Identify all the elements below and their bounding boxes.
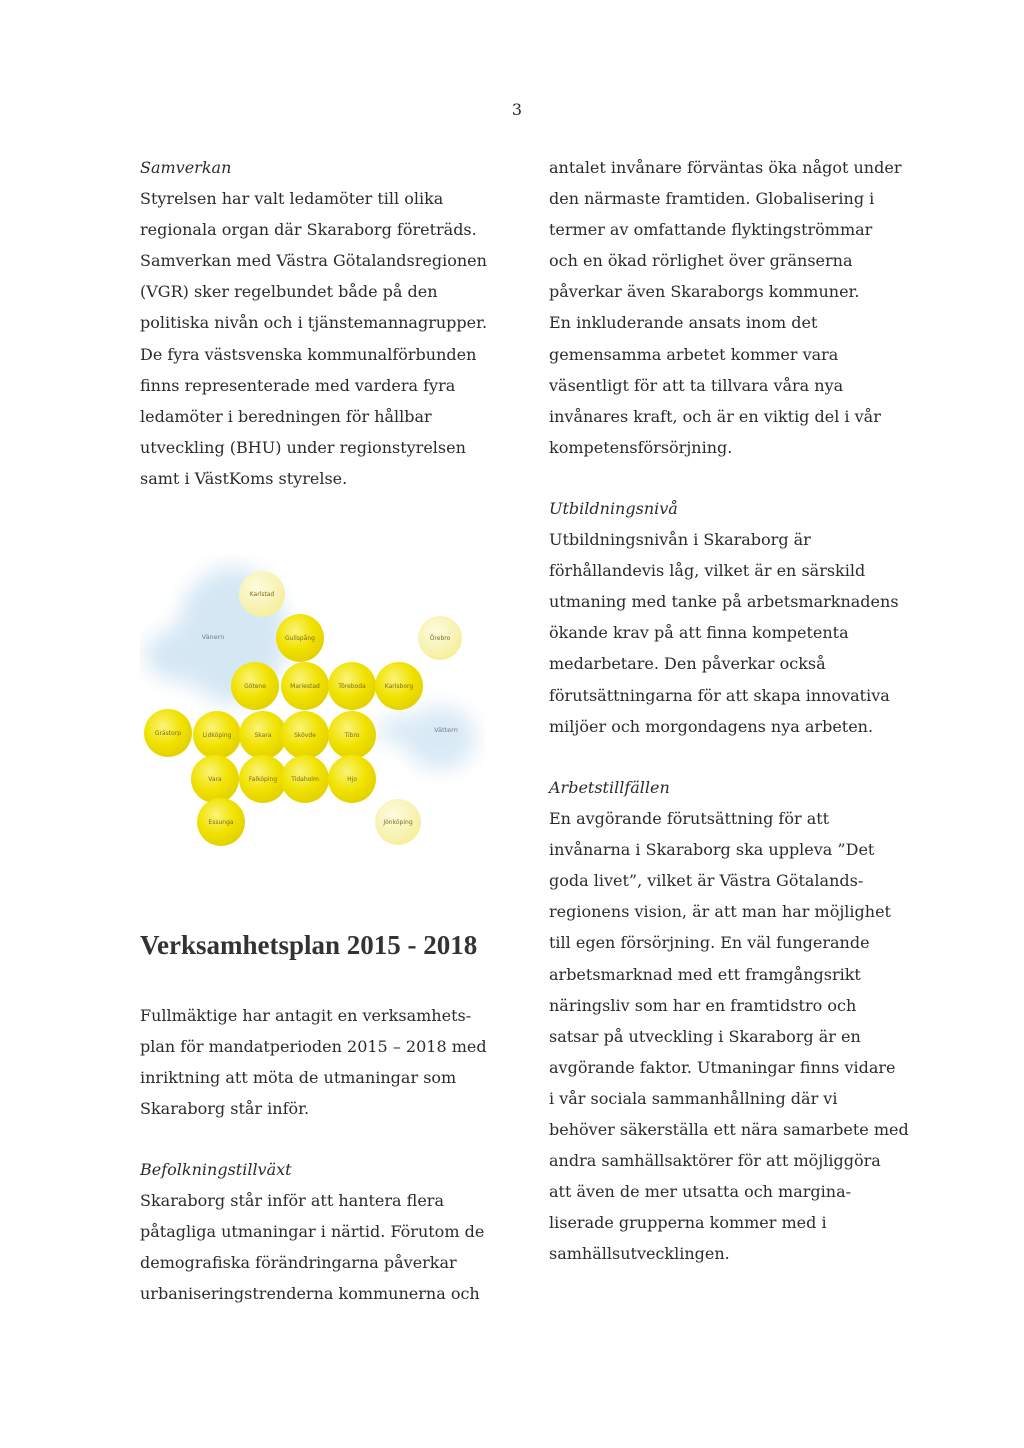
text-line: Skaraborg står inför. bbox=[140, 1099, 310, 1119]
samverkan-heading: Samverkan bbox=[140, 158, 232, 177]
lake-label-vattern: Vättern bbox=[434, 726, 458, 734]
text-line: påtagliga utmaningar i närtid. Förutom de bbox=[140, 1222, 485, 1242]
text-line: urbaniseringstrenderna kommunerna och bbox=[140, 1284, 480, 1304]
text-line: samhällsutvecklingen. bbox=[549, 1244, 730, 1264]
text-line: medarbetare. Den påverkar också bbox=[549, 654, 826, 674]
text-line: (VGR) sker regelbundet både på den bbox=[140, 282, 438, 302]
bubble-jonkoping bbox=[375, 799, 421, 845]
text-line: politiska nivån och i tjänstemannagrupper. bbox=[140, 313, 488, 333]
bubble-mariestad bbox=[281, 662, 329, 710]
text-line: väsentligt för att ta tillvara våra nya bbox=[549, 375, 844, 395]
text-line: ökande krav på att finna kompetenta bbox=[549, 623, 849, 643]
bubble-essunga bbox=[197, 798, 245, 846]
text-line: behöver säkerställa ett nära samarbete med bbox=[549, 1120, 909, 1140]
bubble-label: Örebro bbox=[429, 635, 451, 642]
text-line: demografiska förändringarna påverkar bbox=[140, 1253, 457, 1273]
text-line: i vår sociala sammanhållning där vi bbox=[549, 1088, 838, 1108]
bubble-label: Tidaholm bbox=[291, 776, 319, 783]
bubble-grastorp bbox=[144, 709, 192, 757]
bubble-label: Vara bbox=[208, 776, 222, 783]
text-line: arbetsmarknad med ett framgångsrikt bbox=[549, 964, 861, 984]
bubble-label: Tibro bbox=[344, 732, 360, 739]
text-line: regionala organ där Skaraborg företräds. bbox=[140, 220, 477, 240]
bubble-label: Mariestad bbox=[290, 683, 320, 690]
text-line: att även de mer utsatta och margina- bbox=[549, 1182, 852, 1202]
text-line: goda livet”, vilket är Västra Götalands- bbox=[549, 871, 864, 891]
text-line: inriktning att möta de utmaningar som bbox=[140, 1068, 457, 1088]
text-line: Fullmäktige har antagit en verksamhets- bbox=[140, 1006, 472, 1025]
bubble-skovde bbox=[281, 711, 329, 759]
text-line: En inkluderande ansats inom det bbox=[549, 313, 818, 333]
bubble-label: Skövde bbox=[294, 732, 316, 739]
samverkan-body bbox=[140, 183, 487, 494]
page-number: 3 bbox=[511, 100, 523, 119]
text-line: till egen försörjning. En väl fungerande bbox=[549, 933, 870, 953]
bubble-label: Götene bbox=[244, 683, 266, 690]
text-line: utmaning med tanke på arbetsmarknadens bbox=[549, 592, 899, 612]
bubble-label: Töreboda bbox=[338, 683, 366, 690]
arbetstillfallen-body bbox=[549, 803, 909, 1269]
text-line: förhållandevis låg, vilket är en särskild bbox=[549, 561, 866, 581]
text-line: satsar på utveckling i Skaraborg är en bbox=[549, 1026, 861, 1046]
bubble-label: Skara bbox=[254, 732, 272, 739]
text-line: Utbildningsnivån i Skaraborg är bbox=[549, 530, 811, 550]
arbetstillfallen-section bbox=[549, 772, 909, 1270]
continued-body bbox=[549, 152, 901, 463]
bubble-label: Lidköping bbox=[202, 732, 232, 739]
bubble-label: Essunga bbox=[208, 819, 234, 826]
bubble-label: Falköping bbox=[248, 776, 278, 783]
bubble-falkoping bbox=[239, 755, 287, 803]
intro-body bbox=[140, 1000, 487, 1124]
befolkningstillvaxt-body bbox=[140, 1185, 484, 1309]
bubble-skara bbox=[239, 711, 287, 759]
bubble-tibro bbox=[328, 711, 376, 759]
text-line: En avgörande förutsättning för att bbox=[549, 809, 830, 829]
text-line: samt i VästKoms styrelse. bbox=[140, 468, 348, 488]
bubble-tidaholm bbox=[281, 755, 329, 803]
continued-section bbox=[549, 152, 901, 463]
bubble-gullspang bbox=[276, 614, 324, 662]
bubble-hjo bbox=[328, 755, 376, 803]
bubble-orebro bbox=[418, 616, 462, 660]
befolkningstillvaxt-section bbox=[140, 1154, 484, 1309]
text-line: näringsliv som har en framtidstro och bbox=[549, 995, 857, 1015]
bubble-label: Gullspång bbox=[284, 635, 316, 642]
bubble-gotene bbox=[231, 662, 279, 710]
text-line: invånarna i Skaraborg ska uppleva ”Det bbox=[549, 840, 875, 860]
bubble-label: Hjo bbox=[347, 776, 357, 783]
text-line: gemensamma arbetet kommer vara bbox=[549, 344, 839, 364]
samverkan-section bbox=[140, 152, 487, 494]
bubble-label: Grästorp bbox=[154, 730, 182, 737]
text-line: Skaraborg står inför att hantera flera bbox=[140, 1191, 444, 1211]
utbildningsniva-section bbox=[549, 493, 899, 742]
bubble-label: Jönköping bbox=[383, 819, 413, 826]
text-line: regionens vision, är att man har möjlighet bbox=[549, 902, 891, 922]
utbildningsniva-body bbox=[549, 524, 899, 742]
text-line: invånares kraft, och är en viktig del i vår bbox=[549, 406, 881, 426]
utbildningsniva-heading: Utbildningsnivå bbox=[549, 499, 678, 518]
text-line: miljöer och morgondagens nya arbeten. bbox=[549, 716, 874, 736]
lake-label-vanern: Vänern bbox=[201, 633, 225, 641]
text-line: förutsättningarna för att skapa innovativa bbox=[549, 685, 890, 705]
municipality-map-figure bbox=[140, 555, 485, 865]
text-line: andra samhällsaktörer för att möjliggöra bbox=[549, 1151, 881, 1171]
bubble-karlstad bbox=[239, 571, 285, 617]
section-title: Verksamhetsplan 2015 - 2018 bbox=[140, 930, 478, 960]
bubble-label: Karlstad bbox=[249, 591, 275, 598]
bubble-karlsborg bbox=[375, 662, 423, 710]
text-line: och en ökad rörlighet över gränserna bbox=[549, 251, 853, 271]
bubble-vara bbox=[191, 755, 239, 803]
text-line: termer av omfattande flyktingströmmar bbox=[549, 220, 873, 240]
lake-vattern-area bbox=[378, 706, 476, 770]
bubble-toreboda bbox=[328, 662, 376, 710]
text-line: påverkar även Skaraborgs kommuner. bbox=[549, 282, 860, 302]
bubble-label: Karlsborg bbox=[384, 683, 414, 690]
text-line: Styrelsen har valt ledamöter till olika bbox=[140, 189, 444, 209]
text-line: kompetensförsörjning. bbox=[549, 437, 733, 457]
text-line: plan för mandatperioden 2015 – 2018 med bbox=[140, 1037, 487, 1057]
text-line: ledamöter i beredningen för hållbar bbox=[140, 406, 432, 426]
text-line: De fyra västsvenska kommunalförbunden bbox=[140, 344, 477, 364]
text-line: liserade grupperna kommer med i bbox=[549, 1213, 827, 1233]
befolkningstillvaxt-heading: Befolkningstillväxt bbox=[140, 1160, 292, 1179]
text-line: avgörande faktor. Utmaningar finns vidare bbox=[549, 1057, 896, 1077]
text-line: den närmaste framtiden. Globalisering i bbox=[549, 189, 875, 209]
arbetstillfallen-heading: Arbetstillfällen bbox=[549, 778, 670, 797]
text-line: Samverkan med Västra Götalandsregionen bbox=[140, 251, 487, 271]
intro-section bbox=[140, 1000, 487, 1124]
text-line: utveckling (BHU) under regionstyrelsen bbox=[140, 437, 466, 457]
text-line: antalet invånare förväntas öka något under bbox=[549, 158, 902, 177]
bubble-lidkoping bbox=[193, 711, 241, 759]
text-line: finns representerade med vardera fyra bbox=[140, 375, 456, 395]
